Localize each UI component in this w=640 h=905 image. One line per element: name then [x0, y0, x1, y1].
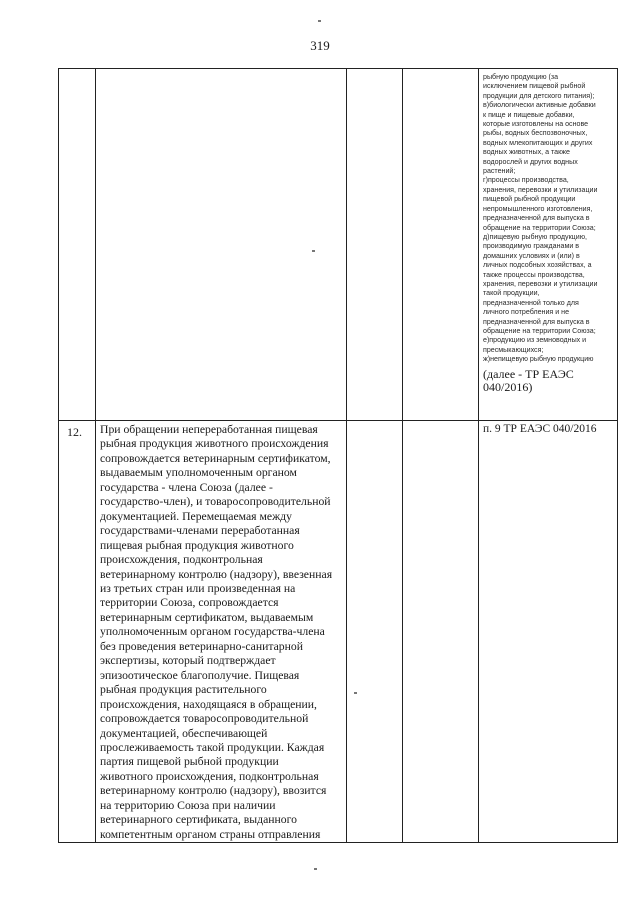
requirement-line: прослеживаемость такой продукции. Каждая	[100, 740, 325, 754]
requirement-line: экспертизы, который подтверждает	[100, 654, 276, 668]
requirement-line: из третьих стран или произведенная на	[100, 581, 296, 595]
requirement-line: территории Союза, сопровождается	[100, 596, 279, 610]
continued-line: хранения, перевозки и утилизации	[483, 185, 598, 194]
requirements-table	[58, 68, 618, 843]
requirement-line: без проведения ветеринарно-санитарной	[100, 639, 303, 653]
continued-line: водных животных, а также	[483, 148, 570, 157]
requirement-line: животного происхождения, подконтрольная	[100, 769, 319, 783]
requirement-line: партия пищевой рыбной продукции	[100, 755, 279, 769]
continued-line: к пище и пищевые добавки,	[483, 110, 575, 119]
continued-line: которые изготовлены на основе	[483, 120, 589, 129]
continued-line: рыбы, водных беспозвоночных,	[483, 129, 588, 138]
continued-line: обращение на территории Союза;	[483, 326, 596, 335]
continued-line: производимую гражданами в	[483, 242, 580, 251]
continued-line: е)продукцию из земноводных и	[483, 336, 587, 345]
requirement-text	[96, 421, 346, 842]
continued-line: предназначенной только для	[483, 298, 579, 307]
table-row-continued	[59, 69, 618, 421]
continued-line: продукции для детского питания);	[483, 91, 595, 100]
requirement-line: ветеринарным сертификатом, выдаваемым	[100, 610, 314, 624]
requirement-line: выдаваемым уполномоченным органом	[100, 466, 297, 480]
cell-requirement-empty	[96, 69, 347, 421]
cell-empty	[403, 69, 479, 421]
cell-empty	[347, 421, 403, 843]
continued-line: домашних условиях и (или) в	[483, 251, 580, 260]
continued-line: пресмыкающихся;	[483, 345, 544, 354]
continued-line: в)биологически активные добавки	[483, 101, 596, 110]
requirement-line: компетентным органом страны отправления	[100, 827, 321, 841]
row-number: 12.	[67, 425, 82, 439]
cell-reference-continued	[479, 69, 618, 421]
requirement-line: документацией, обеспечивающей	[100, 726, 268, 740]
requirement-line: рыбная продукция животного происхождения	[100, 437, 329, 451]
cell-empty	[403, 421, 479, 843]
requirement-line: на территорию Союза при наличии	[100, 798, 276, 812]
requirement-line: эпизоотическое благополучие. Пищевая	[100, 668, 300, 682]
continued-line: водорослей и других водных	[483, 157, 578, 166]
requirement-line: пищевая рыбная продукция животного	[100, 538, 294, 552]
continued-line: непромышленного изготовления,	[483, 204, 593, 213]
continued-line: такой продукции,	[483, 289, 540, 298]
cell-empty	[347, 69, 403, 421]
requirement-line: сопровождается ветеринарным сертификатом,	[100, 451, 331, 465]
requirement-line: ветеринарному контролю (надзору), ввезенная	[100, 567, 333, 581]
requirement-line: государство-член), и товаросопроводительной	[100, 495, 331, 509]
requirement-line: государства - члена Союза (далее -	[100, 480, 273, 494]
continued-closing	[479, 365, 617, 395]
requirement-line: рыбная продукция растительного	[100, 683, 267, 697]
continued-line: хранения, перевозки и утилизации	[483, 279, 598, 288]
requirement-line: государствами-членами переработанная	[100, 524, 300, 538]
continued-line: также процессы производства,	[483, 270, 585, 279]
continued-line: обращение на территории Союза;	[483, 223, 596, 232]
scan-speck	[312, 250, 315, 252]
requirement-line: сопровождается товаросопроводительной	[100, 712, 309, 726]
scan-speck	[314, 868, 317, 870]
cell-number-empty	[59, 69, 96, 421]
requirement-line: документацией. Перемещаемая между	[100, 509, 292, 523]
continued-line: пищевой рыбной продукции	[483, 195, 576, 204]
continued-line: растений;	[483, 167, 516, 176]
requirement-line: ветеринарному контролю (надзору), ввозится	[100, 784, 327, 798]
continued-line: предназначенной для выпуска в	[483, 214, 590, 223]
cell-number	[59, 421, 96, 843]
continued-line: предназначенной для выпуска в	[483, 317, 590, 326]
continued-line: исключением пищевой рыбной	[483, 82, 586, 91]
continued-line: г)процессы производства,	[483, 176, 569, 185]
continued-text	[479, 69, 617, 365]
continued-line: личных подсобных хозяйствах, а	[483, 261, 592, 270]
continued-line: рыбную продукцию (за	[483, 73, 559, 81]
cell-requirement	[96, 421, 347, 843]
requirement-line: уполномоченным органом государства-члена	[100, 625, 325, 639]
table-row-12	[59, 421, 618, 843]
continued-line: д)пищевую рыбную продукцию,	[483, 232, 588, 241]
scan-speck	[354, 692, 357, 694]
reference-text: п. 9 ТР ЕАЭС 040/2016	[483, 423, 597, 435]
requirement-line: происхождения, находящаяся в обращении,	[100, 697, 317, 711]
scan-speck	[318, 20, 321, 22]
cell-reference	[479, 421, 618, 843]
requirement-line: происхождения, подконтрольная	[100, 553, 263, 567]
closing-line: 040/2016)	[483, 380, 533, 395]
page-number: 319	[310, 38, 330, 53]
continued-line: личного потребления и не	[483, 308, 570, 317]
continued-line: ж)непищевую рыбную продукцию	[483, 355, 594, 364]
closing-line: (далее - ТР ЕАЭС	[483, 366, 574, 381]
continued-line: водных млекопитающих и других	[483, 138, 593, 147]
requirement-line: ветеринарного сертификата, выданного	[100, 813, 297, 827]
requirement-line: При обращении непереработанная пищевая	[100, 423, 318, 436]
